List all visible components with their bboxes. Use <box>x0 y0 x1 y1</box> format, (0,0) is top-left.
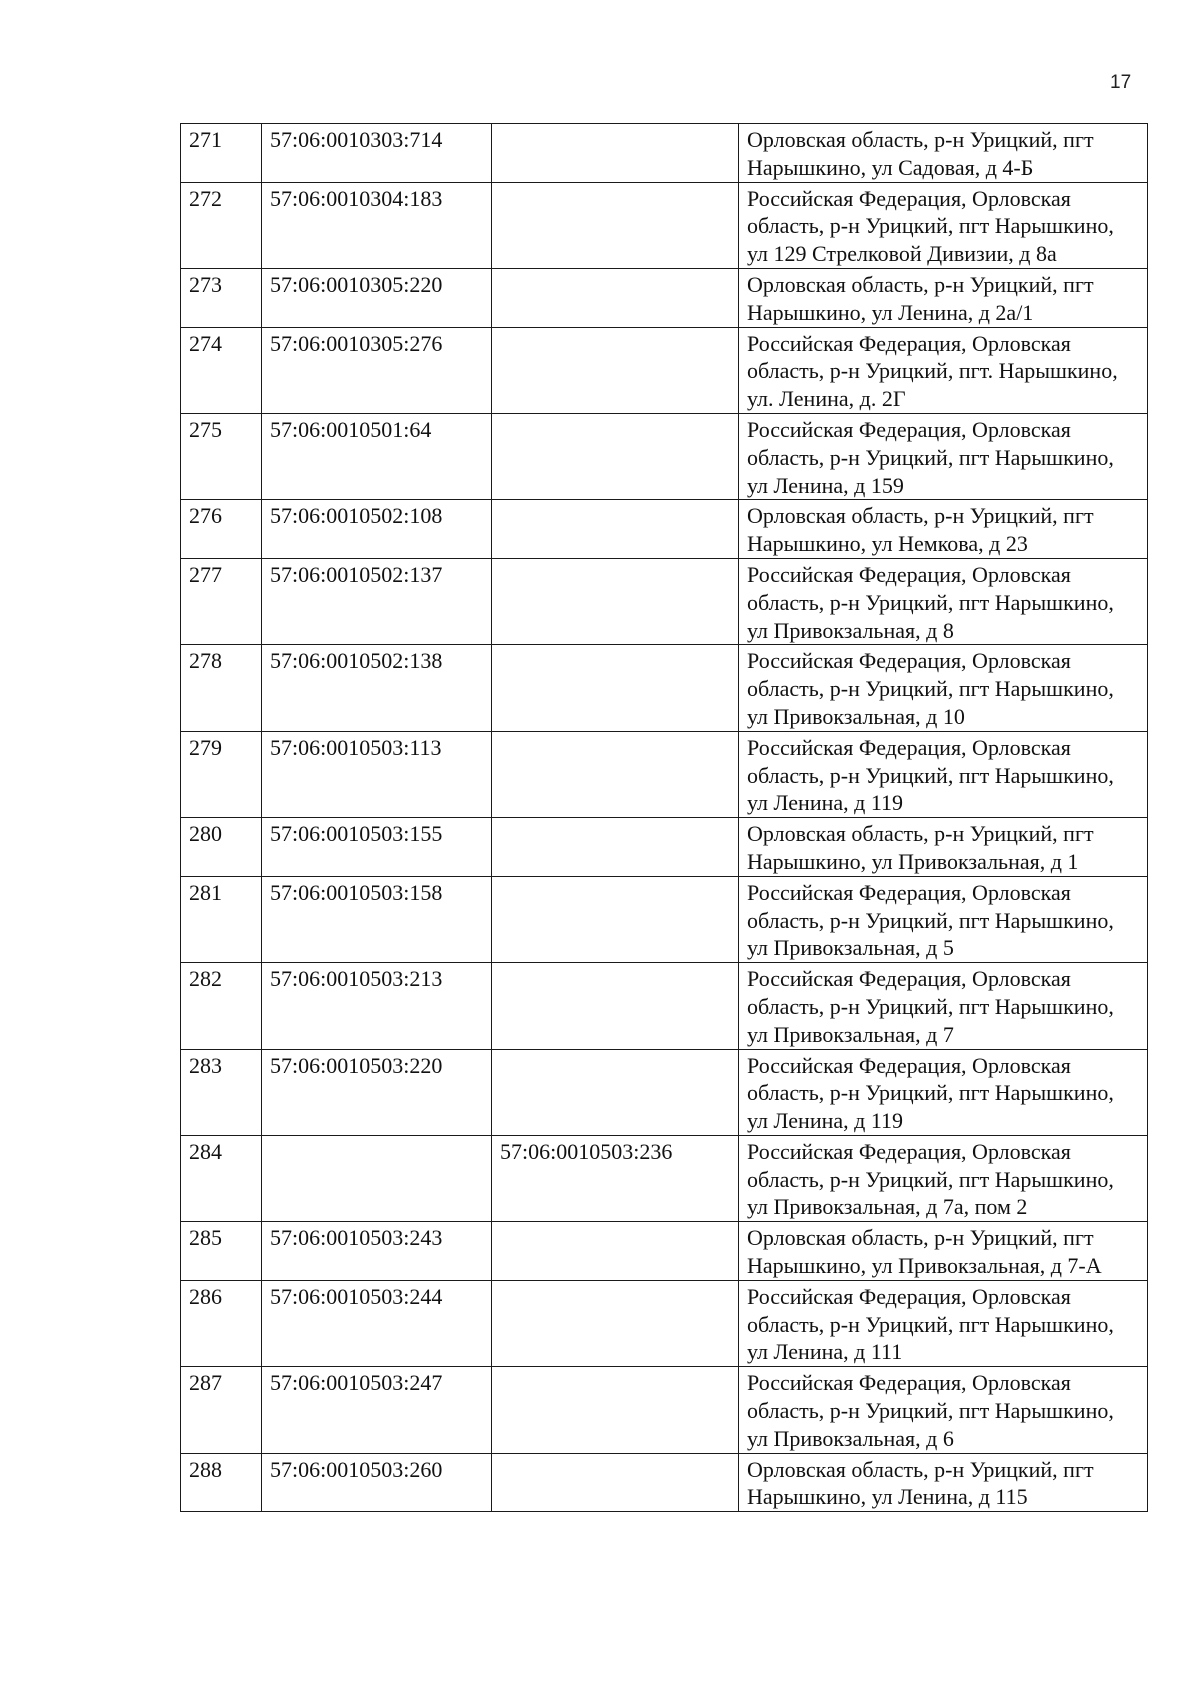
related-cadastral-number-cell <box>492 731 739 817</box>
address-cell: Орловская область, р-н Урицкий, пгт Нарышкино, ул Ленина, д 115 <box>739 1453 1148 1512</box>
table-row <box>181 1135 1148 1221</box>
row-number-cell: 277 <box>181 558 262 644</box>
address-cell: Орловская область, р-н Урицкий, пгт Нарышкино, ул Ленина, д 2а/1 <box>739 268 1148 327</box>
table-row <box>181 327 1148 413</box>
row-number-cell: 280 <box>181 818 262 877</box>
cadastral-number-cell: 57:06:0010503:260 <box>262 1453 492 1512</box>
address-cell: Российская Федерация, Орловская область, р-н Урицкий, пгт Нарышкино, ул Привокзальная, д 7а, пом 2 <box>739 1135 1148 1221</box>
cadastral-number-cell: 57:06:0010305:276 <box>262 327 492 413</box>
row-number-cell: 285 <box>181 1222 262 1281</box>
row-number-cell: 282 <box>181 963 262 1049</box>
row-number-cell: 278 <box>181 645 262 731</box>
cadastral-number-cell: 57:06:0010503:247 <box>262 1367 492 1453</box>
row-number-cell: 275 <box>181 413 262 499</box>
table-row <box>181 1222 1148 1281</box>
address-cell: Российская Федерация, Орловская область, р-н Урицкий, пгт Нарышкино, ул Привокзальная, д 10 <box>739 645 1148 731</box>
row-number-cell: 271 <box>181 124 262 183</box>
address-cell: Российская Федерация, Орловская область, р-н Урицкий, пгт Нарышкино, ул Ленина, д 159 <box>739 413 1148 499</box>
cadastral-number-cell: 57:06:0010501:64 <box>262 413 492 499</box>
cadastral-number-cell: 57:06:0010502:137 <box>262 558 492 644</box>
registry-table <box>180 123 1148 1512</box>
address-cell: Российская Федерация, Орловская область, р-н Урицкий, пгт Нарышкино, ул Привокзальная, д 6 <box>739 1367 1148 1453</box>
cadastral-number-cell: 57:06:0010503:244 <box>262 1280 492 1366</box>
row-number-cell: 274 <box>181 327 262 413</box>
cadastral-number-cell: 57:06:0010502:138 <box>262 645 492 731</box>
cadastral-number-cell: 57:06:0010502:108 <box>262 500 492 559</box>
address-cell: Российская Федерация, Орловская область, р-н Урицкий, пгт Нарышкино, ул Ленина, д 119 <box>739 1049 1148 1135</box>
related-cadastral-number-cell <box>492 1280 739 1366</box>
table-row <box>181 645 1148 731</box>
page-number: 17 <box>1110 72 1132 93</box>
address-cell: Орловская область, р-н Урицкий, пгт Нарышкино, ул Немкова, д 23 <box>739 500 1148 559</box>
row-number-cell: 287 <box>181 1367 262 1453</box>
row-number-cell: 279 <box>181 731 262 817</box>
row-number-cell: 288 <box>181 1453 262 1512</box>
related-cadastral-number-cell <box>492 558 739 644</box>
row-number-cell: 273 <box>181 268 262 327</box>
related-cadastral-number-cell <box>492 1367 739 1453</box>
row-number-cell: 286 <box>181 1280 262 1366</box>
related-cadastral-number-cell <box>492 1222 739 1281</box>
related-cadastral-number-cell <box>492 124 739 183</box>
table-row <box>181 500 1148 559</box>
address-cell: Российская Федерация, Орловская область, р-н Урицкий, пгт Нарышкино, ул Ленина, д 119 <box>739 731 1148 817</box>
cadastral-number-cell: 57:06:0010304:183 <box>262 182 492 268</box>
address-cell: Российская Федерация, Орловская область, р-н Урицкий, пгт Нарышкино, ул Ленина, д 111 <box>739 1280 1148 1366</box>
table-row <box>181 182 1148 268</box>
related-cadastral-number-cell <box>492 268 739 327</box>
address-cell: Орловская область, р-н Урицкий, пгт Нарышкино, ул Привокзальная, д 1 <box>739 818 1148 877</box>
table-row <box>181 818 1148 877</box>
row-number-cell: 276 <box>181 500 262 559</box>
address-cell: Орловская область, р-н Урицкий, пгт Нарышкино, ул Садовая, д 4-Б <box>739 124 1148 183</box>
cadastral-number-cell: 57:06:0010303:714 <box>262 124 492 183</box>
address-cell: Российская Федерация, Орловская область, р-н Урицкий, пгт Нарышкино, ул 129 Стрелковой Дивизии, д 8а <box>739 182 1148 268</box>
table-row <box>181 1049 1148 1135</box>
address-cell: Орловская область, р-н Урицкий, пгт Нарышкино, ул Привокзальная, д 7-А <box>739 1222 1148 1281</box>
cadastral-number-cell: 57:06:0010503:155 <box>262 818 492 877</box>
row-number-cell: 284 <box>181 1135 262 1221</box>
related-cadastral-number-cell <box>492 1453 739 1512</box>
related-cadastral-number-cell <box>492 818 739 877</box>
address-cell: Российская Федерация, Орловская область, р-н Урицкий, пгт Нарышкино, ул Привокзальная, д 5 <box>739 876 1148 962</box>
address-cell: Российская Федерация, Орловская область, р-н Урицкий, пгт. Нарышкино, ул. Ленина, д. 2Г <box>739 327 1148 413</box>
table-row <box>181 268 1148 327</box>
related-cadastral-number-cell <box>492 963 739 1049</box>
table-row <box>181 876 1148 962</box>
row-number-cell: 281 <box>181 876 262 962</box>
address-cell: Российская Федерация, Орловская область, р-н Урицкий, пгт Нарышкино, ул Привокзальная, д 8 <box>739 558 1148 644</box>
cadastral-number-cell: 57:06:0010503:158 <box>262 876 492 962</box>
cadastral-number-cell: 57:06:0010503:220 <box>262 1049 492 1135</box>
related-cadastral-number-cell: 57:06:0010503:236 <box>492 1135 739 1221</box>
table-row <box>181 124 1148 183</box>
row-number-cell: 283 <box>181 1049 262 1135</box>
cadastral-number-cell: 57:06:0010305:220 <box>262 268 492 327</box>
table-row <box>181 413 1148 499</box>
row-number-cell: 272 <box>181 182 262 268</box>
table-row <box>181 1280 1148 1366</box>
related-cadastral-number-cell <box>492 500 739 559</box>
cadastral-number-cell <box>262 1135 492 1221</box>
table-row <box>181 1453 1148 1512</box>
address-cell: Российская Федерация, Орловская область, р-н Урицкий, пгт Нарышкино, ул Привокзальная, д 7 <box>739 963 1148 1049</box>
table-body <box>181 124 1148 1512</box>
table-row <box>181 558 1148 644</box>
table-row <box>181 1367 1148 1453</box>
related-cadastral-number-cell <box>492 1049 739 1135</box>
related-cadastral-number-cell <box>492 413 739 499</box>
cadastral-number-cell: 57:06:0010503:213 <box>262 963 492 1049</box>
table-row <box>181 963 1148 1049</box>
related-cadastral-number-cell <box>492 327 739 413</box>
related-cadastral-number-cell <box>492 876 739 962</box>
related-cadastral-number-cell <box>492 645 739 731</box>
cadastral-number-cell: 57:06:0010503:243 <box>262 1222 492 1281</box>
table-row <box>181 731 1148 817</box>
cadastral-number-cell: 57:06:0010503:113 <box>262 731 492 817</box>
related-cadastral-number-cell <box>492 182 739 268</box>
